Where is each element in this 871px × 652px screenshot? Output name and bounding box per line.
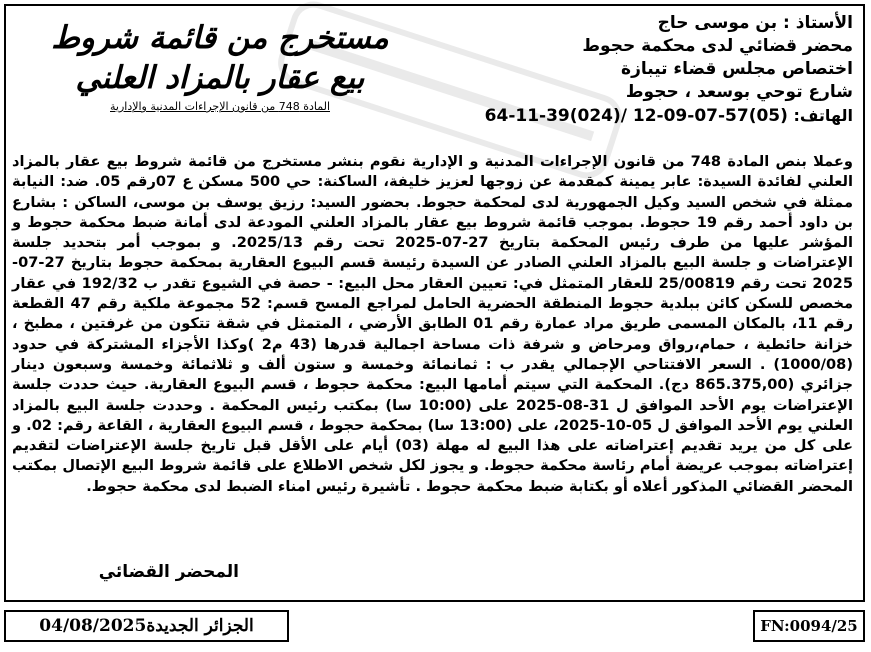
reference-box <box>753 610 865 642</box>
bailiff-header <box>433 12 853 128</box>
header-line: الأستاذ : بن موسى حاج <box>657 13 853 33</box>
notice-title <box>20 18 420 114</box>
publication-box <box>4 610 289 642</box>
phone-value: 64-11-39(024)/ 12-09-07-57(05) <box>484 106 788 126</box>
phone-line <box>433 104 853 128</box>
signature: المحضر القضائي <box>98 562 239 582</box>
title-line-2: بيع عقار بالمزاد العلني <box>75 60 365 96</box>
phone-label: الهاتف: <box>793 106 853 125</box>
header-line: اختصاص مجلس قضاء تيبازة <box>621 59 853 79</box>
title-line-1: مستخرج من قائمة شروط <box>51 20 389 56</box>
header-line: شارع توحي بوسعد ، حجوط <box>625 82 853 102</box>
header-line: محضر قضائي لدى محكمة حجوط <box>582 36 853 56</box>
title-subtitle: المادة 748 من قانون الإجراءات المدنية والإدارية <box>110 100 330 113</box>
reference-number: FN:0094/25 <box>760 617 858 635</box>
notice-body: وعملا بنص المادة 748 من قانون الإجراءات المدنية و الإدارية نقوم بنشر مستخرج من قائمة شروط بيع عقار بالمزاد العلني لفائدة السيدة: عابر يمينة كمقدمة عن زوجها لعزيز خليفة، الساكنة: حي 500 مسكن ع 07رقم 05. ضد: النيابة ممثلة في شخص السيد وكيل الجمهورية لدى لمحكمة حجوط. بحضور السيد: رزيق يوسف بن موسى، الساكن : بشارع بن داود أحمد رقم 19 حجوط. بموجب قائمة شروط بيع عقار بالمزاد العلني المودعة لدى أمانة ضبط محكمة حجوط و المؤشر عليها من طرف رئيس المحكمة بتاريخ 27-07-2025 تحت رقم 2025/13. و بموجب أمر بتحديد جلسة الإعتراضات و جلسة البيع بالمزاد العلني الصادر عن السيدة رئيسة قسم البيوع العقارية بمحكمة حجوط بتاريخ 27-07-2025 تحت رقم 25/00819 للعقار المتمثل في: تعيين العقار محل البيع: - حصة في الشيوع تقدر ب 192/32 في عقار مخصص للسكن كائن ببلدية حجوط المنطقة الحضرية الحامل لمراجع المسح قسم: 52 مجموعة ملكية رقم 47 القطعة رقم 11، بالمكان المسمى طريق مراد عمارة رقم 01 الطابق الأرضي ، المتمثل في شقة تتكون من غرفتين ، مطبخ ، خزانة حائطية ، حمام،رواق ومرحاض و شرفة ذات مساحة اجمالية قدرها (43 م2 )وكذا الأجزاء المشتركة في حدود (1000/08) . السعر الافتتاحي الإجمالي يقدر ب : ثمانمائة وخمسة و ستون ألف و ثلاثمائة وخمسة وسبعون دينار جزائري (865.375,00 دج). المحكمة التي سيتم أمامها البيع: محكمة حجوط ، قسم البيوع العقارية. حيث حددت جلسة الإعتراضات يوم الأحد الموافق ل 31-08-2025 على (10:00 سا) بمكتب رئيس المحكمة . وحددت جلسة البيع بالمزاد العلني يوم الأحد الموافق ل 05-10-2025، على (13:00 سا) بمحكمة حجوط ، قسم البيوع العقارية ، القاعة رقم: 02. و على كل من يريد تقديم إعتراضاته على هذا البيع له مهلة (03) أيام على الأقل قبل تاريخ جلسة الإعتراضات لتقديم إعتراضاته بموجب عريضة أمام رئاسة محكمة حجوط. و يجوز لكل شخص الاطلاع على قائمة شروط البيع الإتصال بمكتب المحضر القضائي المذكور أعلاه أو بكتابة ضبط محكمة حجوط . تأشيرة رئيس امناء الضبط لدى محكمة حجوط. <box>12 153 854 495</box>
publication-text: الجزائر الجديدة04/08/2025 <box>39 616 254 636</box>
